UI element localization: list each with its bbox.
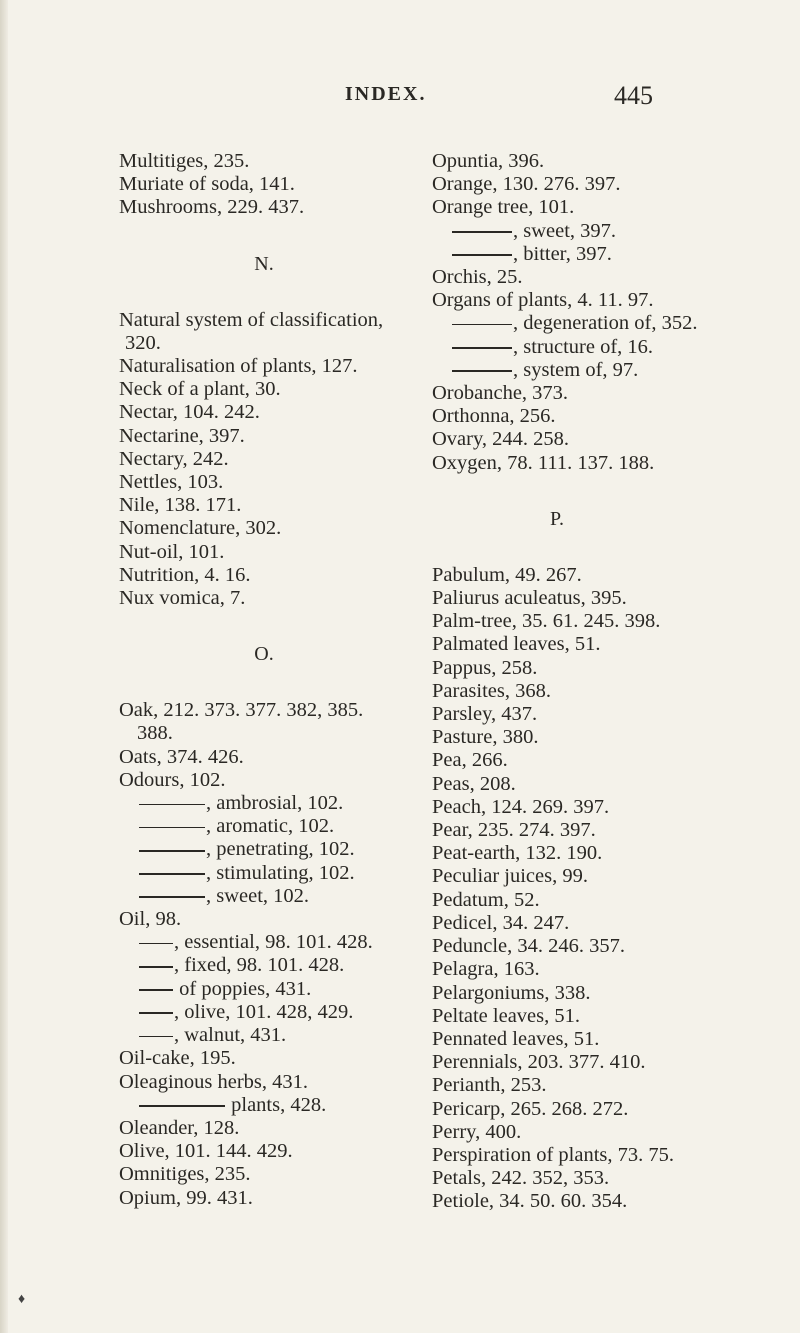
index-entry: Nettles, 103. (119, 471, 224, 494)
index-entry-continuation: 320. (125, 331, 161, 354)
index-entry: Orange tree, 101. (432, 196, 575, 219)
index-entry: Paliurus aculeatus, 395. (432, 587, 627, 610)
index-entry: Petiole, 34. 50. 60. 354. (432, 1190, 628, 1213)
index-entry: Mushrooms, 229. 437. (119, 196, 305, 219)
ditto-dash (139, 873, 205, 875)
index-entry: Natural system of classification, (119, 308, 384, 331)
subentry-text: , walnut, 431. (174, 1024, 287, 1047)
ditto-dash (452, 254, 512, 256)
index-subentry (432, 359, 762, 382)
index-entry: Muriate of soda, 141. (119, 173, 295, 196)
index-entry: Orthonna, 256. (432, 405, 556, 428)
index-entry: Oleander, 128. (119, 1116, 240, 1139)
ditto-dash (139, 1012, 173, 1014)
ditto-dash (139, 896, 205, 898)
index-subentry (432, 312, 762, 335)
index-entry: Opium, 99. 431. (119, 1186, 253, 1209)
ditto-dash (139, 804, 205, 806)
index-column-left (119, 150, 419, 1210)
index-entry: Neck of a plant, 30. (119, 378, 281, 401)
section-letter-n: N. (254, 252, 274, 275)
running-head (0, 83, 800, 123)
index-entry: Opuntia, 396. (432, 150, 545, 172)
index-entry: Oleaginous herbs, 431. (119, 1070, 309, 1093)
index-entry: Peach, 124. 269. 397. (432, 795, 610, 818)
index-entry: Nectary, 242. (119, 447, 229, 470)
subentry-text: , aromatic, 102. (206, 815, 335, 838)
index-entry-continuation: 388. (137, 722, 173, 745)
subentry-text: , sweet, 102. (206, 884, 310, 907)
index-subentry (119, 931, 419, 954)
index-entry: Pear, 235. 274. 397. (432, 819, 596, 842)
subentry-text: plants, 428. (226, 1093, 327, 1116)
index-entry: Parsley, 437. (432, 703, 538, 726)
subentry-text: , olive, 101. 428, 429. (174, 1000, 354, 1023)
ditto-dash (452, 370, 512, 372)
index-entry: Nectar, 104. 242. (119, 401, 260, 424)
index-entry: Naturalisation of plants, 127. (119, 355, 358, 378)
index-entry: Organs of plants, 4. 11. 97. (432, 289, 654, 312)
index-entry: Orchis, 25. (432, 266, 523, 289)
index-subentry (119, 792, 419, 815)
index-entry: Perianth, 253. (432, 1074, 547, 1097)
index-entry: Multitiges, 235. (119, 150, 250, 172)
index-entry: Perry, 400. (432, 1120, 522, 1143)
index-subentry (119, 885, 419, 908)
index-subentry (119, 1094, 419, 1117)
index-entry: Pelagra, 163. (432, 958, 540, 981)
index-entry: Peduncle, 34. 246. 357. (432, 935, 626, 958)
index-entry: Nux vomica, 7. (119, 587, 246, 610)
page-number: 445 (614, 81, 653, 110)
subentry-text: , stimulating, 102. (206, 861, 355, 884)
subentry-text: , penetrating, 102. (206, 838, 355, 861)
index-entry: Oak, 212. 373. 377. 382, 385. (119, 699, 364, 722)
ditto-dash (139, 827, 205, 829)
index-subentry (119, 815, 419, 838)
index-entry: Nut-oil, 101. (119, 540, 225, 563)
index-entry: Orobanche, 373. (432, 382, 569, 405)
ditto-dash (452, 231, 512, 233)
index-entry: Peas, 208. (432, 772, 516, 795)
index-entry: Nectarine, 397. (119, 424, 245, 447)
index-entry: Pea, 266. (432, 749, 508, 772)
ink-blot-mark: ♦ (18, 1292, 26, 1307)
ditto-dash (139, 1105, 225, 1107)
index-subentry (119, 954, 419, 977)
index-entry: Pedicel, 34. 247. (432, 911, 570, 934)
ditto-dash (139, 943, 173, 945)
subentry-text: , bitter, 397. (513, 242, 612, 265)
section-letter-p: P. (550, 507, 564, 530)
index-entry: Pelargoniums, 338. (432, 981, 591, 1004)
subentry-text: , fixed, 98. 101. 428. (174, 954, 345, 977)
subentry-text: , ambrosial, 102. (206, 792, 344, 815)
index-entry: Pedatum, 52. (432, 888, 540, 911)
index-entry: Nile, 138. 171. (119, 494, 242, 517)
index-entry: Pabulum, 49. 267. (432, 563, 582, 586)
subentry-text: , structure of, 16. (513, 335, 654, 358)
index-entry: Nutrition, 4. 16. (119, 563, 251, 586)
index-entry: Perspiration of plants, 73. 75. (432, 1143, 674, 1166)
index-subentry (119, 1001, 419, 1024)
index-subentry (119, 978, 419, 1001)
index-entry: Olive, 101. 144. 429. (119, 1140, 293, 1163)
index-entry: Palm-tree, 35. 61. 245. 398. (432, 610, 661, 633)
index-entry: Odours, 102. (119, 768, 226, 791)
index-subentry (119, 1024, 419, 1047)
index-entry: Perennials, 203. 377. 410. (432, 1051, 646, 1074)
index-entry: Pasture, 380. (432, 726, 539, 749)
subentry-text: , degeneration of, 352. (513, 312, 698, 335)
index-entry: Peltate leaves, 51. (432, 1004, 581, 1027)
section-letter-o: O. (254, 643, 274, 666)
index-subentry (119, 862, 419, 885)
index-entry: Parasites, 368. (432, 679, 551, 702)
ditto-dash (139, 989, 173, 991)
index-entry: Peculiar juices, 99. (432, 865, 588, 888)
index-entry: Omnitiges, 235. (119, 1163, 251, 1186)
index-entry: Palmated leaves, 51. (432, 633, 601, 656)
index-entry: Ovary, 244. 258. (432, 428, 570, 451)
ditto-dash (139, 966, 173, 968)
index-entry: Oxygen, 78. 111. 137. 188. (432, 451, 655, 474)
ditto-dash (452, 324, 512, 326)
index-entry: Pericarp, 265. 268. 272. (432, 1097, 629, 1120)
index-column-right (432, 150, 762, 1214)
index-entry: Oil, 98. (119, 908, 182, 931)
index-entry: Petals, 242. 352, 353. (432, 1167, 610, 1190)
index-entry: Nomenclature, 302. (119, 517, 282, 540)
index-entry: Pappus, 258. (432, 656, 538, 679)
ditto-dash (139, 1036, 173, 1038)
ditto-dash (139, 850, 205, 852)
index-subentry (432, 243, 762, 266)
index-entry: Peat-earth, 132. 190. (432, 842, 603, 865)
subentry-text: , essential, 98. 101. 428. (174, 931, 373, 954)
subentry-text: , system of, 97. (513, 358, 639, 381)
index-subentry (432, 336, 762, 359)
index-entry: Pennated leaves, 51. (432, 1027, 600, 1050)
index-entry: Oats, 374. 426. (119, 745, 244, 768)
ditto-dash (452, 347, 512, 349)
page-title: INDEX. (345, 83, 427, 105)
index-subentry (432, 220, 762, 243)
index-entry: Oil-cake, 195. (119, 1047, 236, 1070)
subentry-text: , sweet, 397. (513, 219, 617, 242)
index-entry: Orange, 130. 276. 397. (432, 173, 621, 196)
subentry-text: of poppies, 431. (174, 977, 312, 1000)
index-subentry (119, 838, 419, 861)
page-binding-edge (0, 0, 8, 1333)
